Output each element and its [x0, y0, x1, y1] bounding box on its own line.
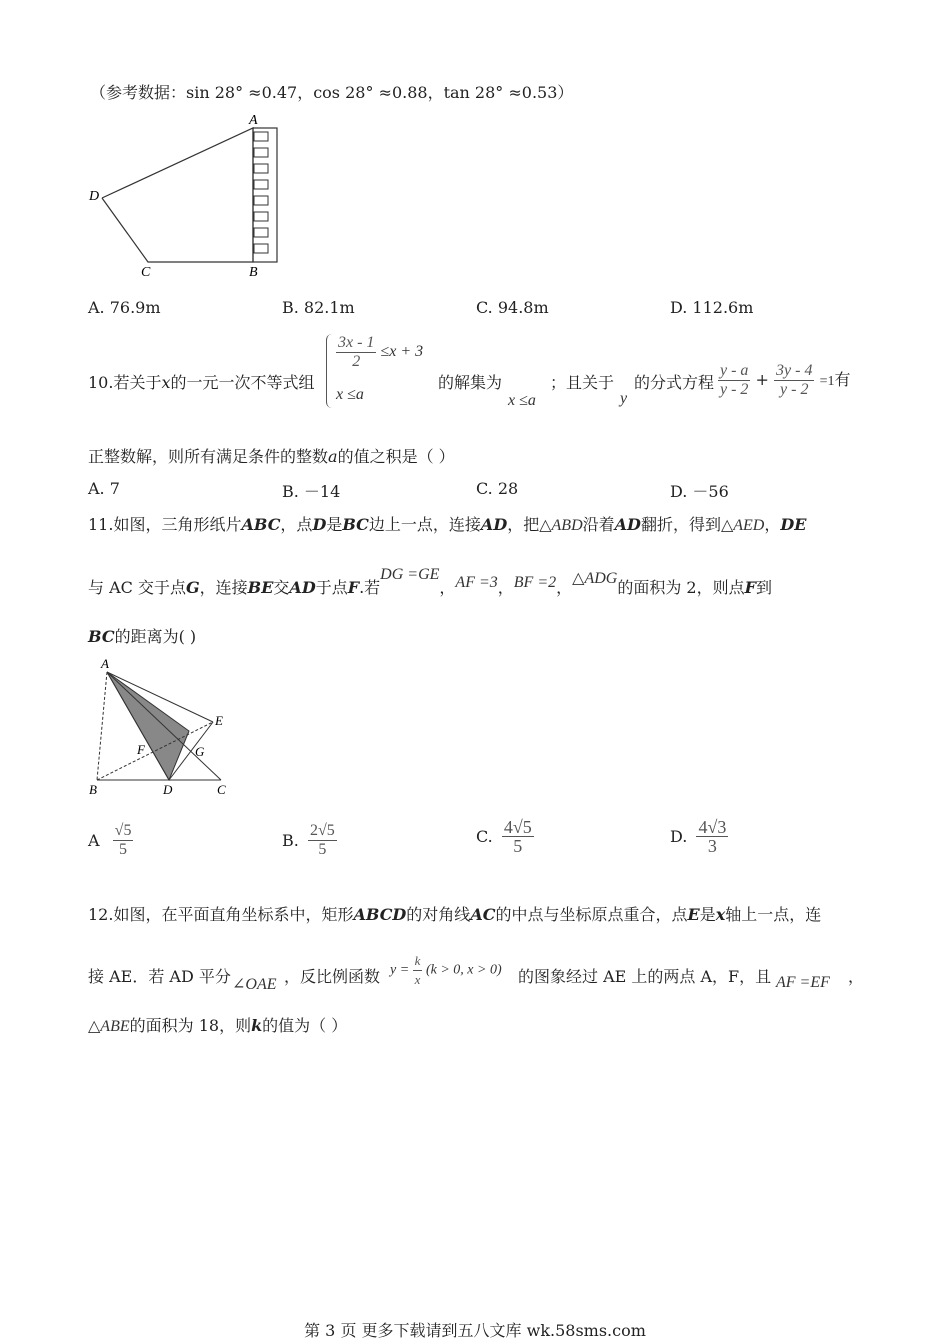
q12-text-line2a: 接 AE．若 AD 平分 — [88, 967, 231, 986]
fig11-label-E: E — [215, 713, 223, 728]
q10-system-line2: x ≤a — [336, 386, 364, 403]
q10-brace — [326, 334, 333, 408]
fig11-label-G: G — [195, 744, 205, 759]
q11-option-d: D. $\frac{4√3}{3}$ — [670, 817, 727, 856]
building-window — [254, 244, 268, 253]
q12-angle: ∠OAE — [232, 976, 277, 993]
q10-option-a: A. 7 — [88, 479, 120, 498]
q10-text-2: 的解集为 — [438, 373, 503, 392]
fig11-label-A: A — [101, 656, 109, 671]
q10-var-y: y — [620, 390, 628, 407]
q9-option-a: A. 76.9m — [88, 298, 161, 317]
fig11-label-B: B — [89, 782, 97, 797]
fig9-label-A: A — [249, 113, 258, 128]
building-window — [254, 196, 268, 205]
q10-text-4: 的分式方程 — [634, 373, 715, 392]
q12-function: y = $\frac{k}{x}$ (k > 0, x > 0) — [390, 953, 502, 987]
fig11-label-D: D — [163, 782, 173, 797]
building-window — [254, 164, 268, 173]
q10-system-line1: $\frac{3x - 1}{2}$ ≤x + 3 — [338, 334, 424, 370]
fig9-outline — [102, 128, 253, 262]
fig9-label-D: D — [89, 189, 100, 204]
fig11-label-F: F — [137, 742, 145, 757]
q10-solution-set: x ≤a — [508, 392, 536, 409]
q9-option-c: C. 94.8m — [476, 298, 549, 317]
q12-condition: AF =EF — [776, 974, 830, 991]
q11-text-line3: BC的距离为( ) — [88, 627, 197, 646]
q11-option-a: A $\frac{√5}{5}$ — [88, 822, 132, 858]
q12-text-line1: 12.如图，在平面直角坐标系中，矩形ABCD的对角线AC的中点与坐标原点重合，点E是x轴上一点，连 — [88, 905, 822, 924]
building-window — [254, 148, 268, 157]
figure-q11 — [85, 652, 245, 802]
q9-option-d: D. 112.6m — [670, 298, 754, 317]
building-window — [254, 132, 268, 141]
page-footer: 第 3 页 更多下载请到五八文库 wk.58sms.com — [304, 1321, 646, 1340]
fig9-label-C: C — [141, 265, 151, 280]
building-window — [254, 212, 268, 221]
q10-text-1: 10.若关于x的一元一次不等式组 — [88, 373, 315, 392]
fig9-windows — [254, 132, 268, 253]
q11-option-b: B. $\frac{2√5}{5}$ — [282, 822, 335, 858]
q10-option-b: B. －14 — [282, 482, 341, 501]
q11-text-line1: 11.如图，三角形纸片ABC，点D是BC边上一点，连接AD，把△ABD沿着AD翻折，得到△AED，DE — [88, 515, 807, 534]
q12-text-line2b: ，反比例函数 — [284, 967, 381, 986]
q12-text-line2d: ， — [848, 967, 865, 986]
figure-q9 — [85, 110, 295, 280]
q11-option-c: C. $\frac{4√5}{5}$ — [476, 817, 532, 856]
q10-option-c: C. 28 — [476, 479, 519, 498]
building-window — [254, 180, 268, 189]
q10-fraction-equation: $\frac{y - a}{y - 2}$ + $\frac{3y - 4}{y - 2}$ =1有 — [720, 362, 851, 398]
building-window — [254, 228, 268, 237]
q12-text-line3: △ABE的面积为 18，则k的值为（ ） — [88, 1016, 348, 1035]
q11-text-line2: 与 AC 交于点G，连接BE交AD于点F.若DG =GE，AF =3，BF =2，△ADG的面积为 2，则点F到 — [88, 566, 772, 597]
q9-option-b: B. 82.1m — [282, 298, 355, 317]
fig9-label-B: B — [249, 265, 258, 280]
fig11-line-AB — [97, 672, 107, 780]
q10-option-d: D. －56 — [670, 482, 729, 501]
reference-data: （参考数据：sin 28° ≈0.47，cos 28° ≈0.88，tan 28° ≈0.53） — [90, 83, 574, 102]
fig11-label-C: C — [217, 782, 226, 797]
fig11-shaded-triangle — [107, 672, 189, 780]
q10-text-3: ；且关于 — [550, 373, 615, 392]
q12-text-line2c: 的图象经过 AE 上的两点 A，F，且 — [518, 967, 772, 986]
q10-text-line2: 正整数解，则所有满足条件的整数a的值之积是（ ） — [88, 447, 455, 466]
